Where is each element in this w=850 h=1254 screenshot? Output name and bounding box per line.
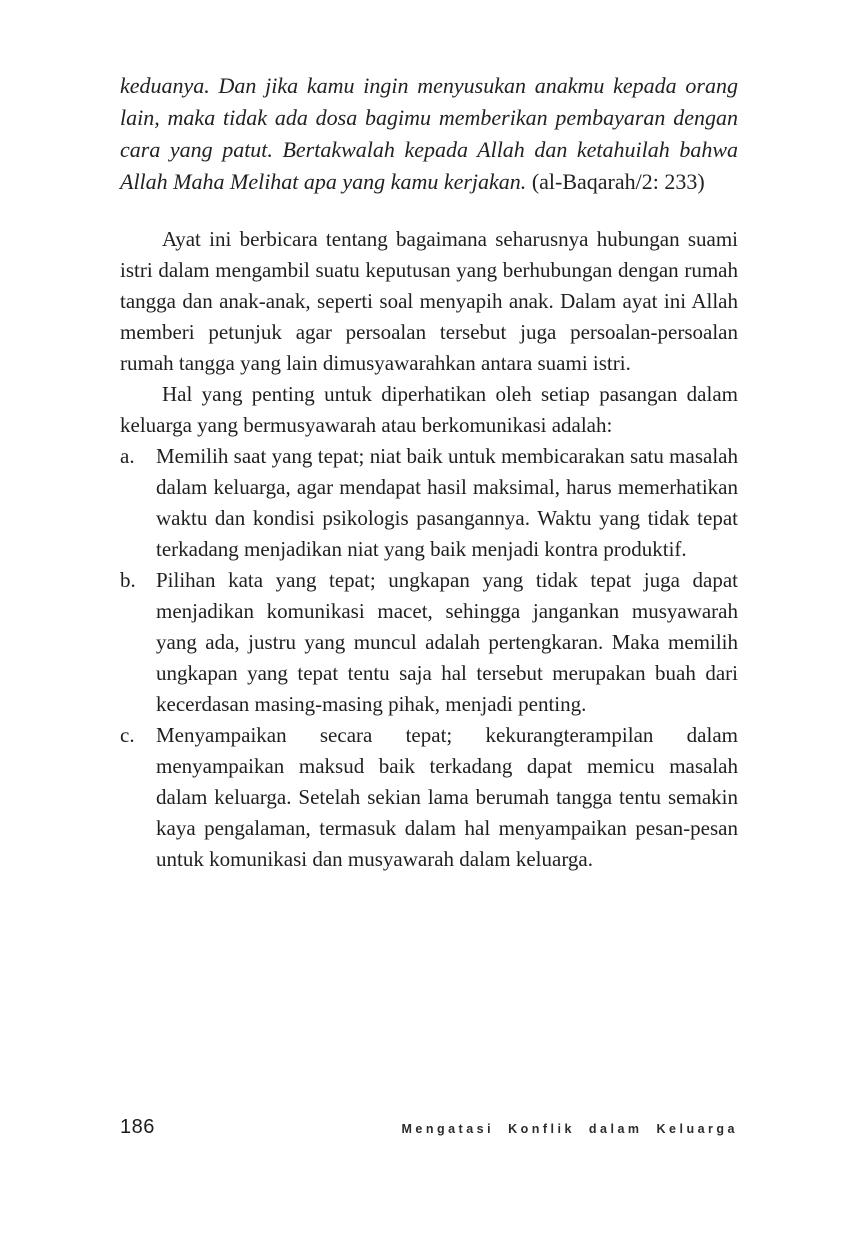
list-item-text: Pilihan kata yang tepat; ungkapan yang tidak tepat juga dapat menjadikan komunikasi macet, sehingga jangankan musyawarah yang ada, justru yang muncul adalah pertengkaran. Maka memilih ungkapan yang tepat tentu saja hal tersebut merupakan buah dari kecerdasan masing-masing pihak, menjadi penting. — [156, 568, 738, 716]
quote-text: keduanya. Dan jika kamu ingin menyusukan anakmu kepada orang lain, maka tidak ada dosa bagimu memberikan pembayaran dengan cara yang patut. Bertakwalah kepada Allah dan ketahuilah bahwa Allah Maha Melihat apa yang kamu kerjakan. — [120, 73, 738, 194]
list-item-text: Memilih saat yang tepat; niat baik untuk membicarakan satu masalah dalam keluarga, agar mendapat hasil maksimal, harus memerhatikan waktu dan kondisi psikologis pasangannya. Waktu yang tidak tepat terkadang menjadikan niat yang baik menjadi kontra produktif. — [156, 444, 738, 561]
list-item — [120, 565, 738, 720]
quote-reference: (al-Baqarah/2: 233) — [526, 169, 705, 194]
list-item-text: Menyampaikan secara tepat; kekurangterampilan dalam menyampaikan maksud baik terkadang dapat memicu masalah dalam keluarga. Setelah sekian lama berumah tangga tentu semakin kaya pengalaman, termasuk dalam hal menyampaikan pesan-pesan untuk komunikasi dan musyawarah dalam keluarga. — [156, 723, 738, 871]
page-number: 186 — [120, 1116, 155, 1138]
quran-quote-block — [120, 70, 738, 198]
running-title: Mengatasi Konflik dalam Keluarga — [401, 1122, 738, 1136]
list-marker-b: b. — [120, 568, 136, 592]
list-item — [120, 720, 738, 875]
list-marker-c: c. — [120, 723, 135, 747]
list-marker-a: a. — [120, 444, 135, 468]
page-footer — [120, 1116, 738, 1139]
paragraph-ayat-explanation: Ayat ini berbicara tentang bagaimana seharusnya hubungan suami istri dalam mengambil suatu keputusan yang berhubungan dengan rumah tangga dan anak-anak, seperti soal menyapih anak. Dalam ayat ini Allah memberi petunjuk agar persoalan tersebut juga persoalan-persoalan rumah tangga yang lain dimusyawarahkan antara suami istri. — [120, 227, 738, 375]
list-item — [120, 441, 738, 565]
lettered-list — [120, 441, 738, 875]
page-content — [120, 70, 738, 875]
paragraph-list-intro: Hal yang penting untuk diperhatikan oleh setiap pasangan dalam keluarga yang bermusyawarah atau berkomunikasi adalah: — [120, 382, 738, 437]
